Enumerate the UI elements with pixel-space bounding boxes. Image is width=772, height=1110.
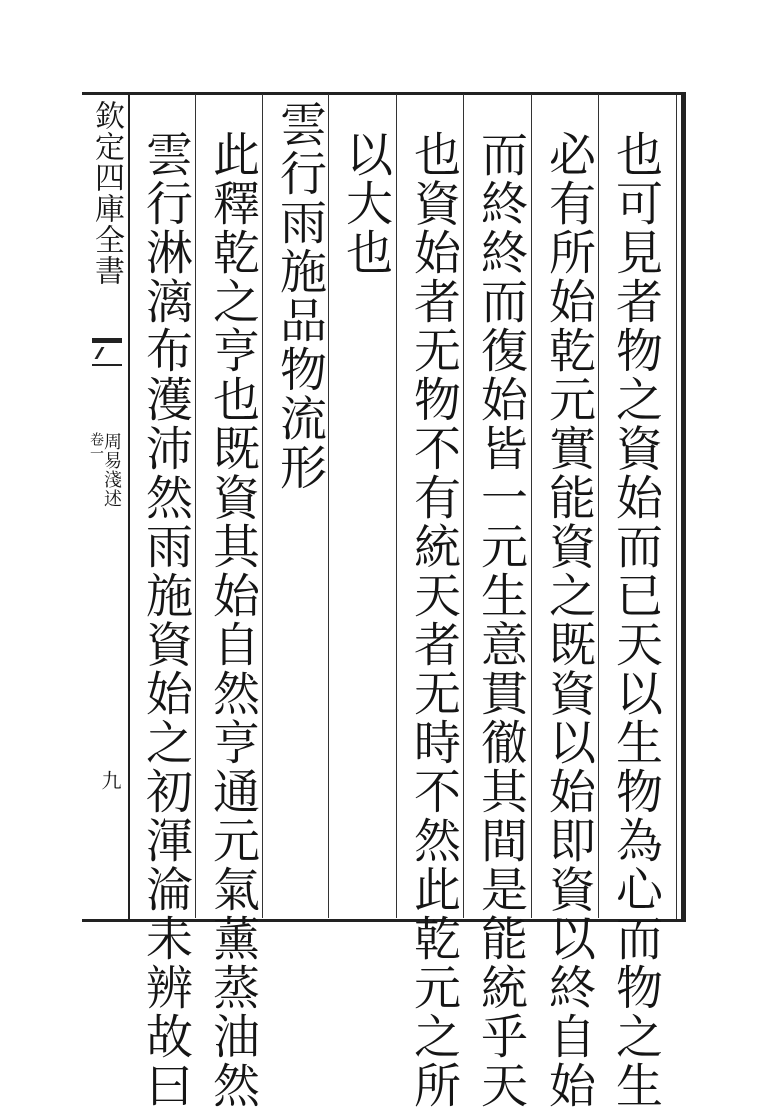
text-column-7: 此釋乾之亨也既資其始自然亨通元氣薰蒸油然 — [205, 130, 260, 1110]
column-rule — [195, 94, 196, 918]
text-column-4: 也資始者无物不有統天者无時不然此乾元之所 — [406, 130, 461, 1110]
juan-number: 卷一 — [88, 432, 104, 460]
margin-rule — [128, 92, 130, 922]
text-column-1: 也可見者物之資始而已天以生物為心而物之生 — [608, 130, 663, 1110]
text-column-3: 而終終而復始皆一元生意貫徹其間是能統乎天 — [473, 130, 528, 1110]
text-column-2: 必有所始乾元實能資之既資以始即資以終自始 — [541, 130, 596, 1110]
margin-title: 欽定四庫全書 — [89, 100, 124, 286]
column-rule — [396, 94, 397, 918]
column-rule — [463, 94, 464, 918]
folio-number: 九 — [98, 770, 122, 790]
column-rule — [531, 94, 532, 918]
column-rule — [328, 94, 329, 918]
text-column-6: 雲行雨施品物流形 — [272, 100, 327, 492]
book-name: 周易淺述 — [101, 432, 122, 508]
fishtail-mark — [92, 338, 122, 366]
column-rule — [262, 94, 263, 918]
text-column-5: 以大也 — [338, 130, 393, 277]
text-column-8: 雲行淋漓布濩沛然雨施資始之初渾淪未辨故曰 — [138, 130, 193, 1110]
column-rule — [598, 94, 599, 918]
